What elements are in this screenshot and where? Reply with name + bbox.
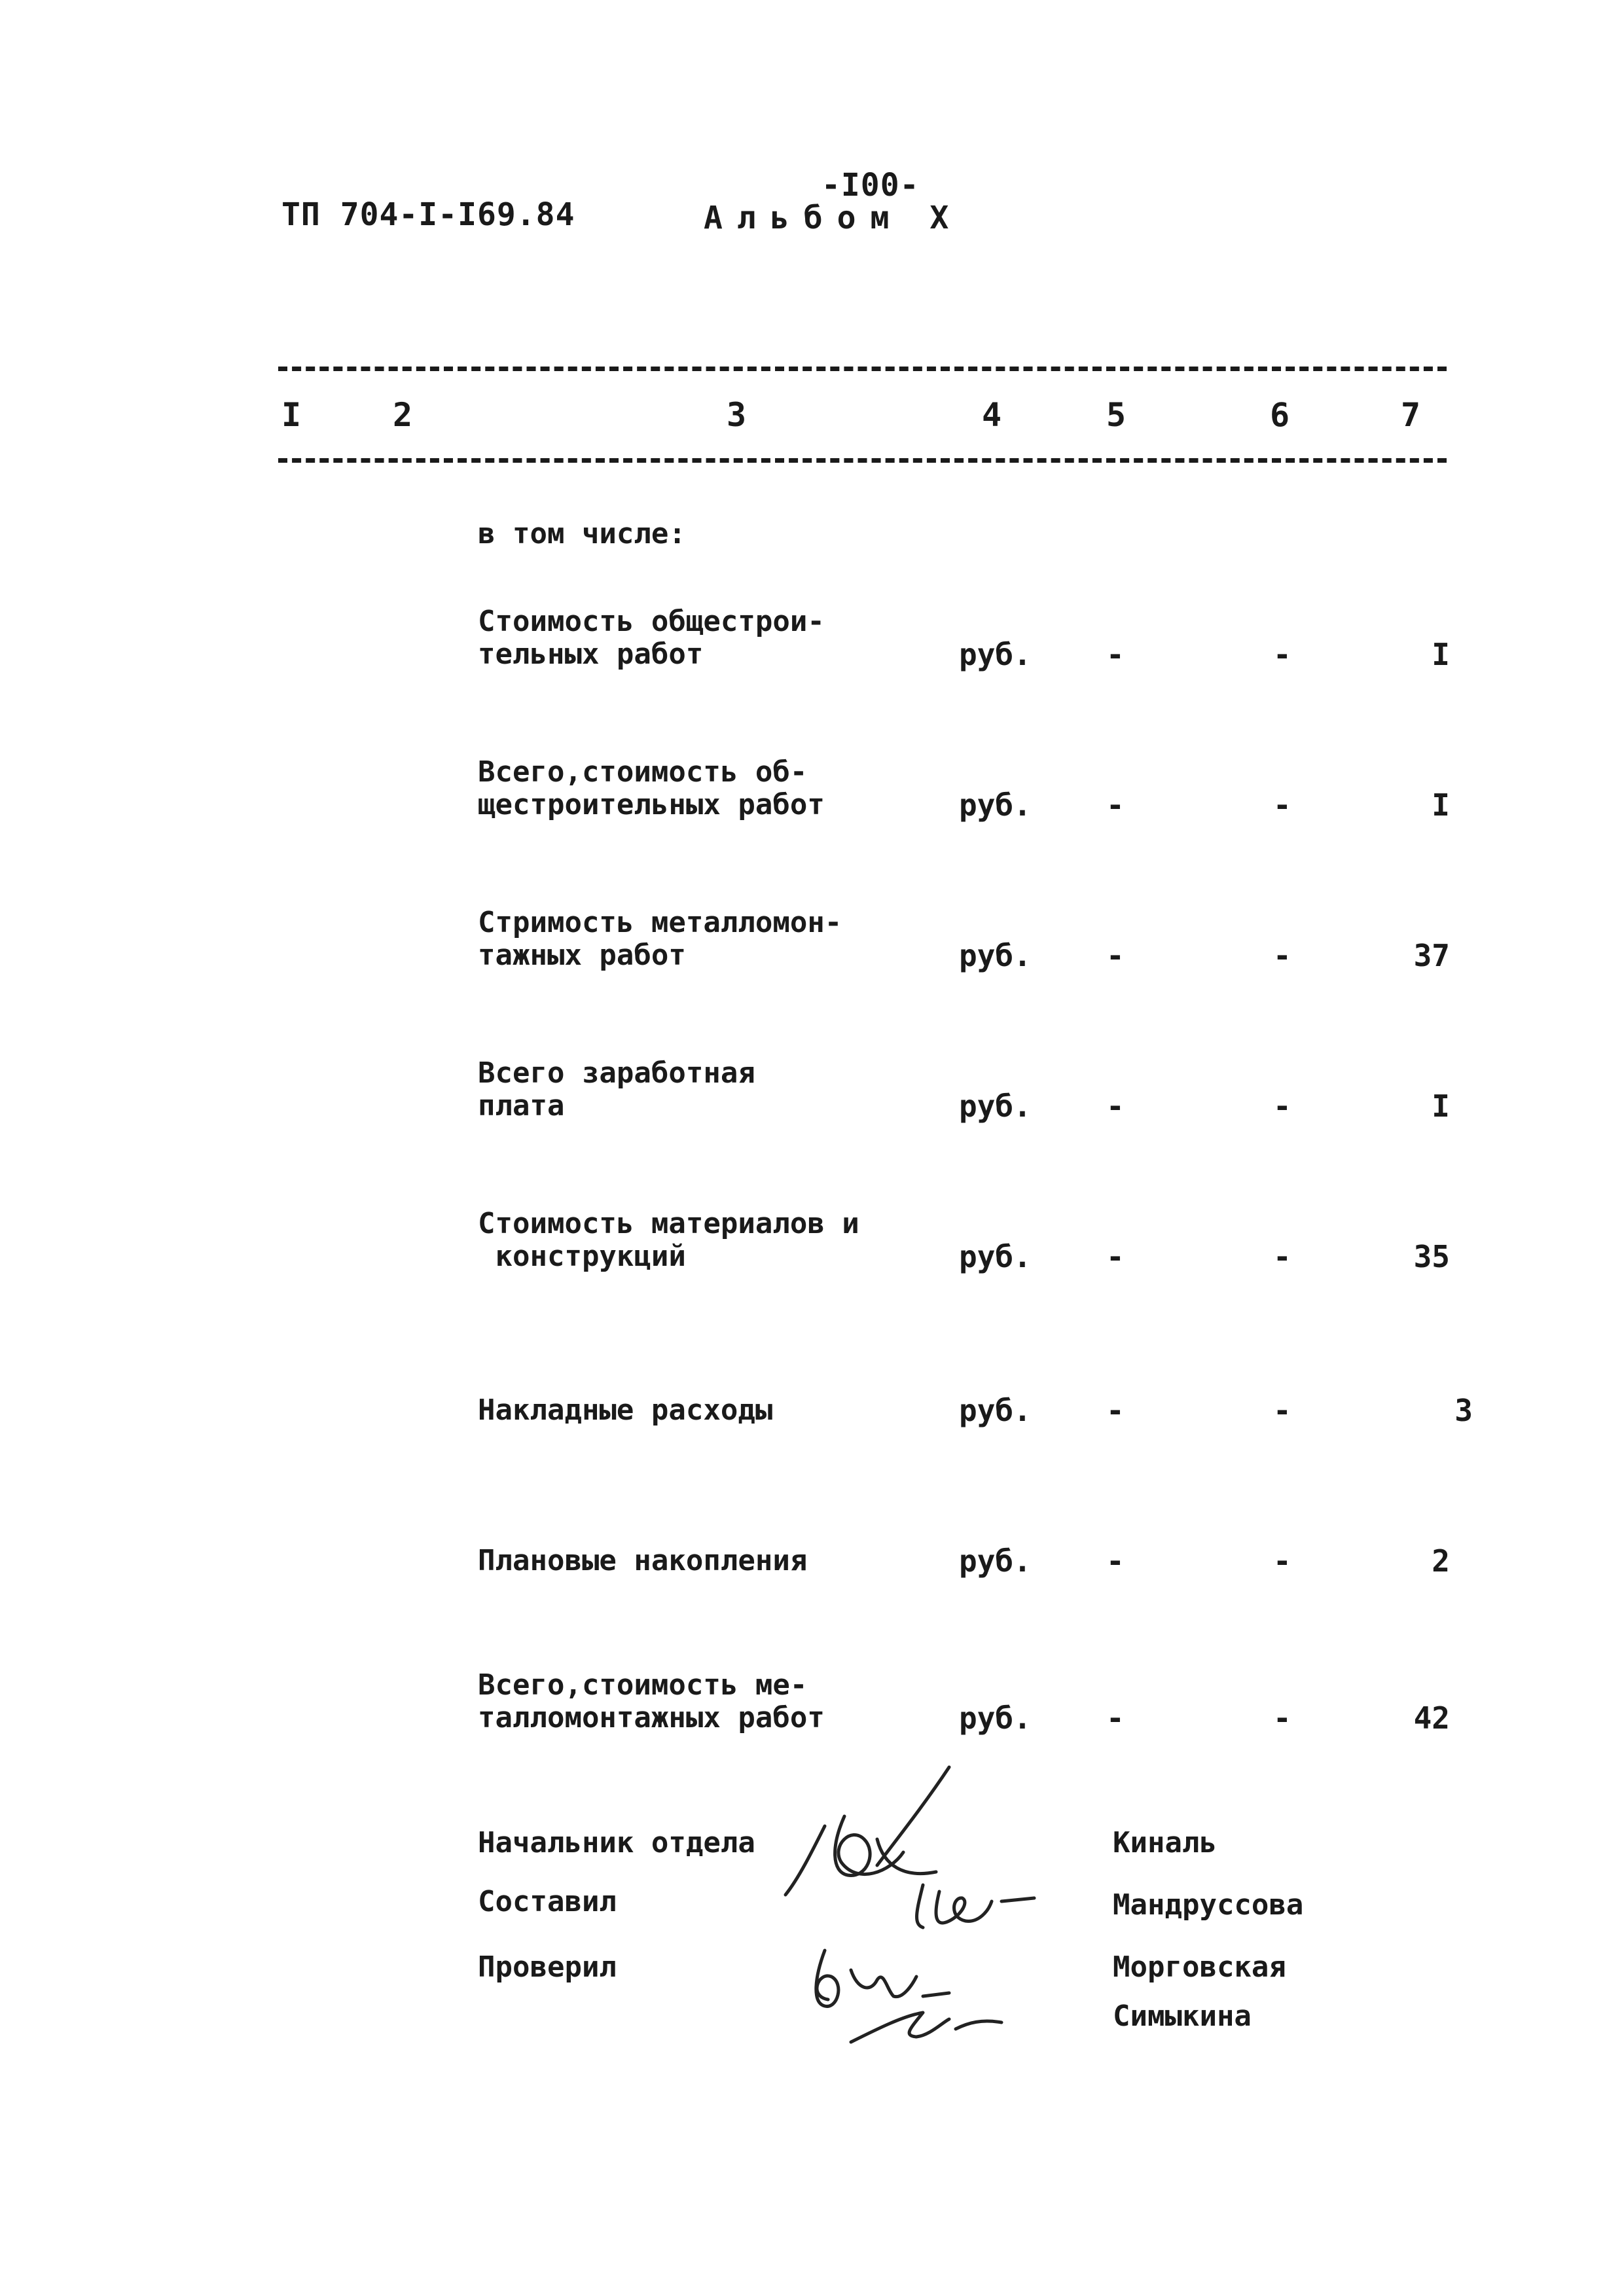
row-col5: - bbox=[1106, 1088, 1125, 1124]
document-reference: ТП 704-I-I69.84 bbox=[281, 196, 575, 233]
row-col6: - bbox=[1273, 1393, 1291, 1428]
album-volume: X bbox=[929, 200, 964, 236]
album-label bbox=[704, 200, 963, 236]
row-unit: руб. bbox=[959, 787, 1032, 823]
row-col5: - bbox=[1106, 787, 1125, 823]
row-col6: - bbox=[1273, 1239, 1291, 1274]
row-col6: - bbox=[1273, 1543, 1291, 1579]
row-description: Стримость металломон- тажных работ bbox=[478, 906, 842, 972]
signature-name-3: Морговская bbox=[1113, 1950, 1286, 1984]
row-unit: руб. bbox=[959, 1088, 1032, 1124]
row-unit: руб. bbox=[959, 1543, 1032, 1579]
row-col7: I bbox=[1432, 637, 1450, 672]
row-col6: - bbox=[1273, 637, 1291, 672]
signature-label-checked: Проверил bbox=[478, 1950, 617, 1984]
row-col7: I bbox=[1432, 1088, 1450, 1124]
row-description: Стоимость материалов и конструкций bbox=[478, 1207, 859, 1273]
row-col6: - bbox=[1273, 938, 1291, 973]
column-number-1: I bbox=[281, 396, 302, 434]
row-description: Всего,стоимость об- щестроительных работ bbox=[478, 755, 825, 821]
row-description: Всего,стоимость ме- талломонтажных работ bbox=[478, 1668, 825, 1734]
album-title: Альбом bbox=[704, 200, 904, 236]
row-col5: - bbox=[1106, 1393, 1125, 1428]
signature-label-compiled: Составил bbox=[478, 1885, 617, 1918]
table-row bbox=[0, 592, 1624, 671]
row-description: Всего заработная плата bbox=[478, 1056, 755, 1122]
signature-label-head: Начальник отдела bbox=[478, 1826, 755, 1859]
column-number-5: 5 bbox=[1106, 396, 1127, 434]
row-col7: 35 bbox=[1413, 1239, 1450, 1274]
signature-name-2: Мандруссова bbox=[1113, 1888, 1304, 1922]
row-unit: руб. bbox=[959, 938, 1032, 973]
table-row bbox=[0, 743, 1624, 821]
row-unit: руб. bbox=[959, 1700, 1032, 1736]
row-description: Накладные расходы bbox=[478, 1393, 773, 1427]
column-number-3: 3 bbox=[726, 396, 747, 434]
row-col7: 37 bbox=[1413, 938, 1450, 973]
table-row bbox=[0, 1348, 1624, 1427]
row-col5: - bbox=[1106, 637, 1125, 672]
table-row bbox=[0, 1499, 1624, 1577]
column-number-6: 6 bbox=[1269, 396, 1290, 434]
table-row bbox=[0, 1194, 1624, 1273]
row-unit: руб. bbox=[959, 637, 1032, 672]
row-col6: - bbox=[1273, 1088, 1291, 1124]
row-col7: 3 bbox=[1454, 1393, 1473, 1428]
row-col7: I bbox=[1432, 787, 1450, 823]
section-intro: в том числе: bbox=[478, 517, 686, 550]
column-number-2: 2 bbox=[392, 396, 413, 434]
row-description: Плановые накопления bbox=[478, 1544, 808, 1577]
row-col5: - bbox=[1106, 1543, 1125, 1579]
row-col7: 2 bbox=[1432, 1543, 1450, 1579]
table-row bbox=[0, 1656, 1624, 1734]
row-col5: - bbox=[1106, 938, 1125, 973]
row-col5: - bbox=[1106, 1239, 1125, 1274]
row-col5: - bbox=[1106, 1700, 1125, 1736]
column-number-4: 4 bbox=[981, 396, 1002, 434]
table-row bbox=[0, 893, 1624, 972]
row-col6: - bbox=[1273, 1700, 1291, 1736]
page-number: -I00- bbox=[821, 167, 920, 204]
handwritten-signatures bbox=[753, 1754, 1093, 2055]
table-header-rule bbox=[278, 458, 1447, 463]
table-row bbox=[0, 1044, 1624, 1122]
row-col7: 42 bbox=[1413, 1700, 1450, 1736]
row-unit: руб. bbox=[959, 1239, 1032, 1274]
column-number-7: 7 bbox=[1400, 396, 1421, 434]
signature-name-4: Симыкина bbox=[1113, 2000, 1252, 2033]
row-col6: - bbox=[1273, 787, 1291, 823]
signature-name-1: Киналь bbox=[1113, 1826, 1217, 1859]
table-top-rule bbox=[278, 367, 1447, 371]
row-description: Стоимость общестрои- тельных работ bbox=[478, 605, 825, 671]
row-unit: руб. bbox=[959, 1393, 1032, 1428]
